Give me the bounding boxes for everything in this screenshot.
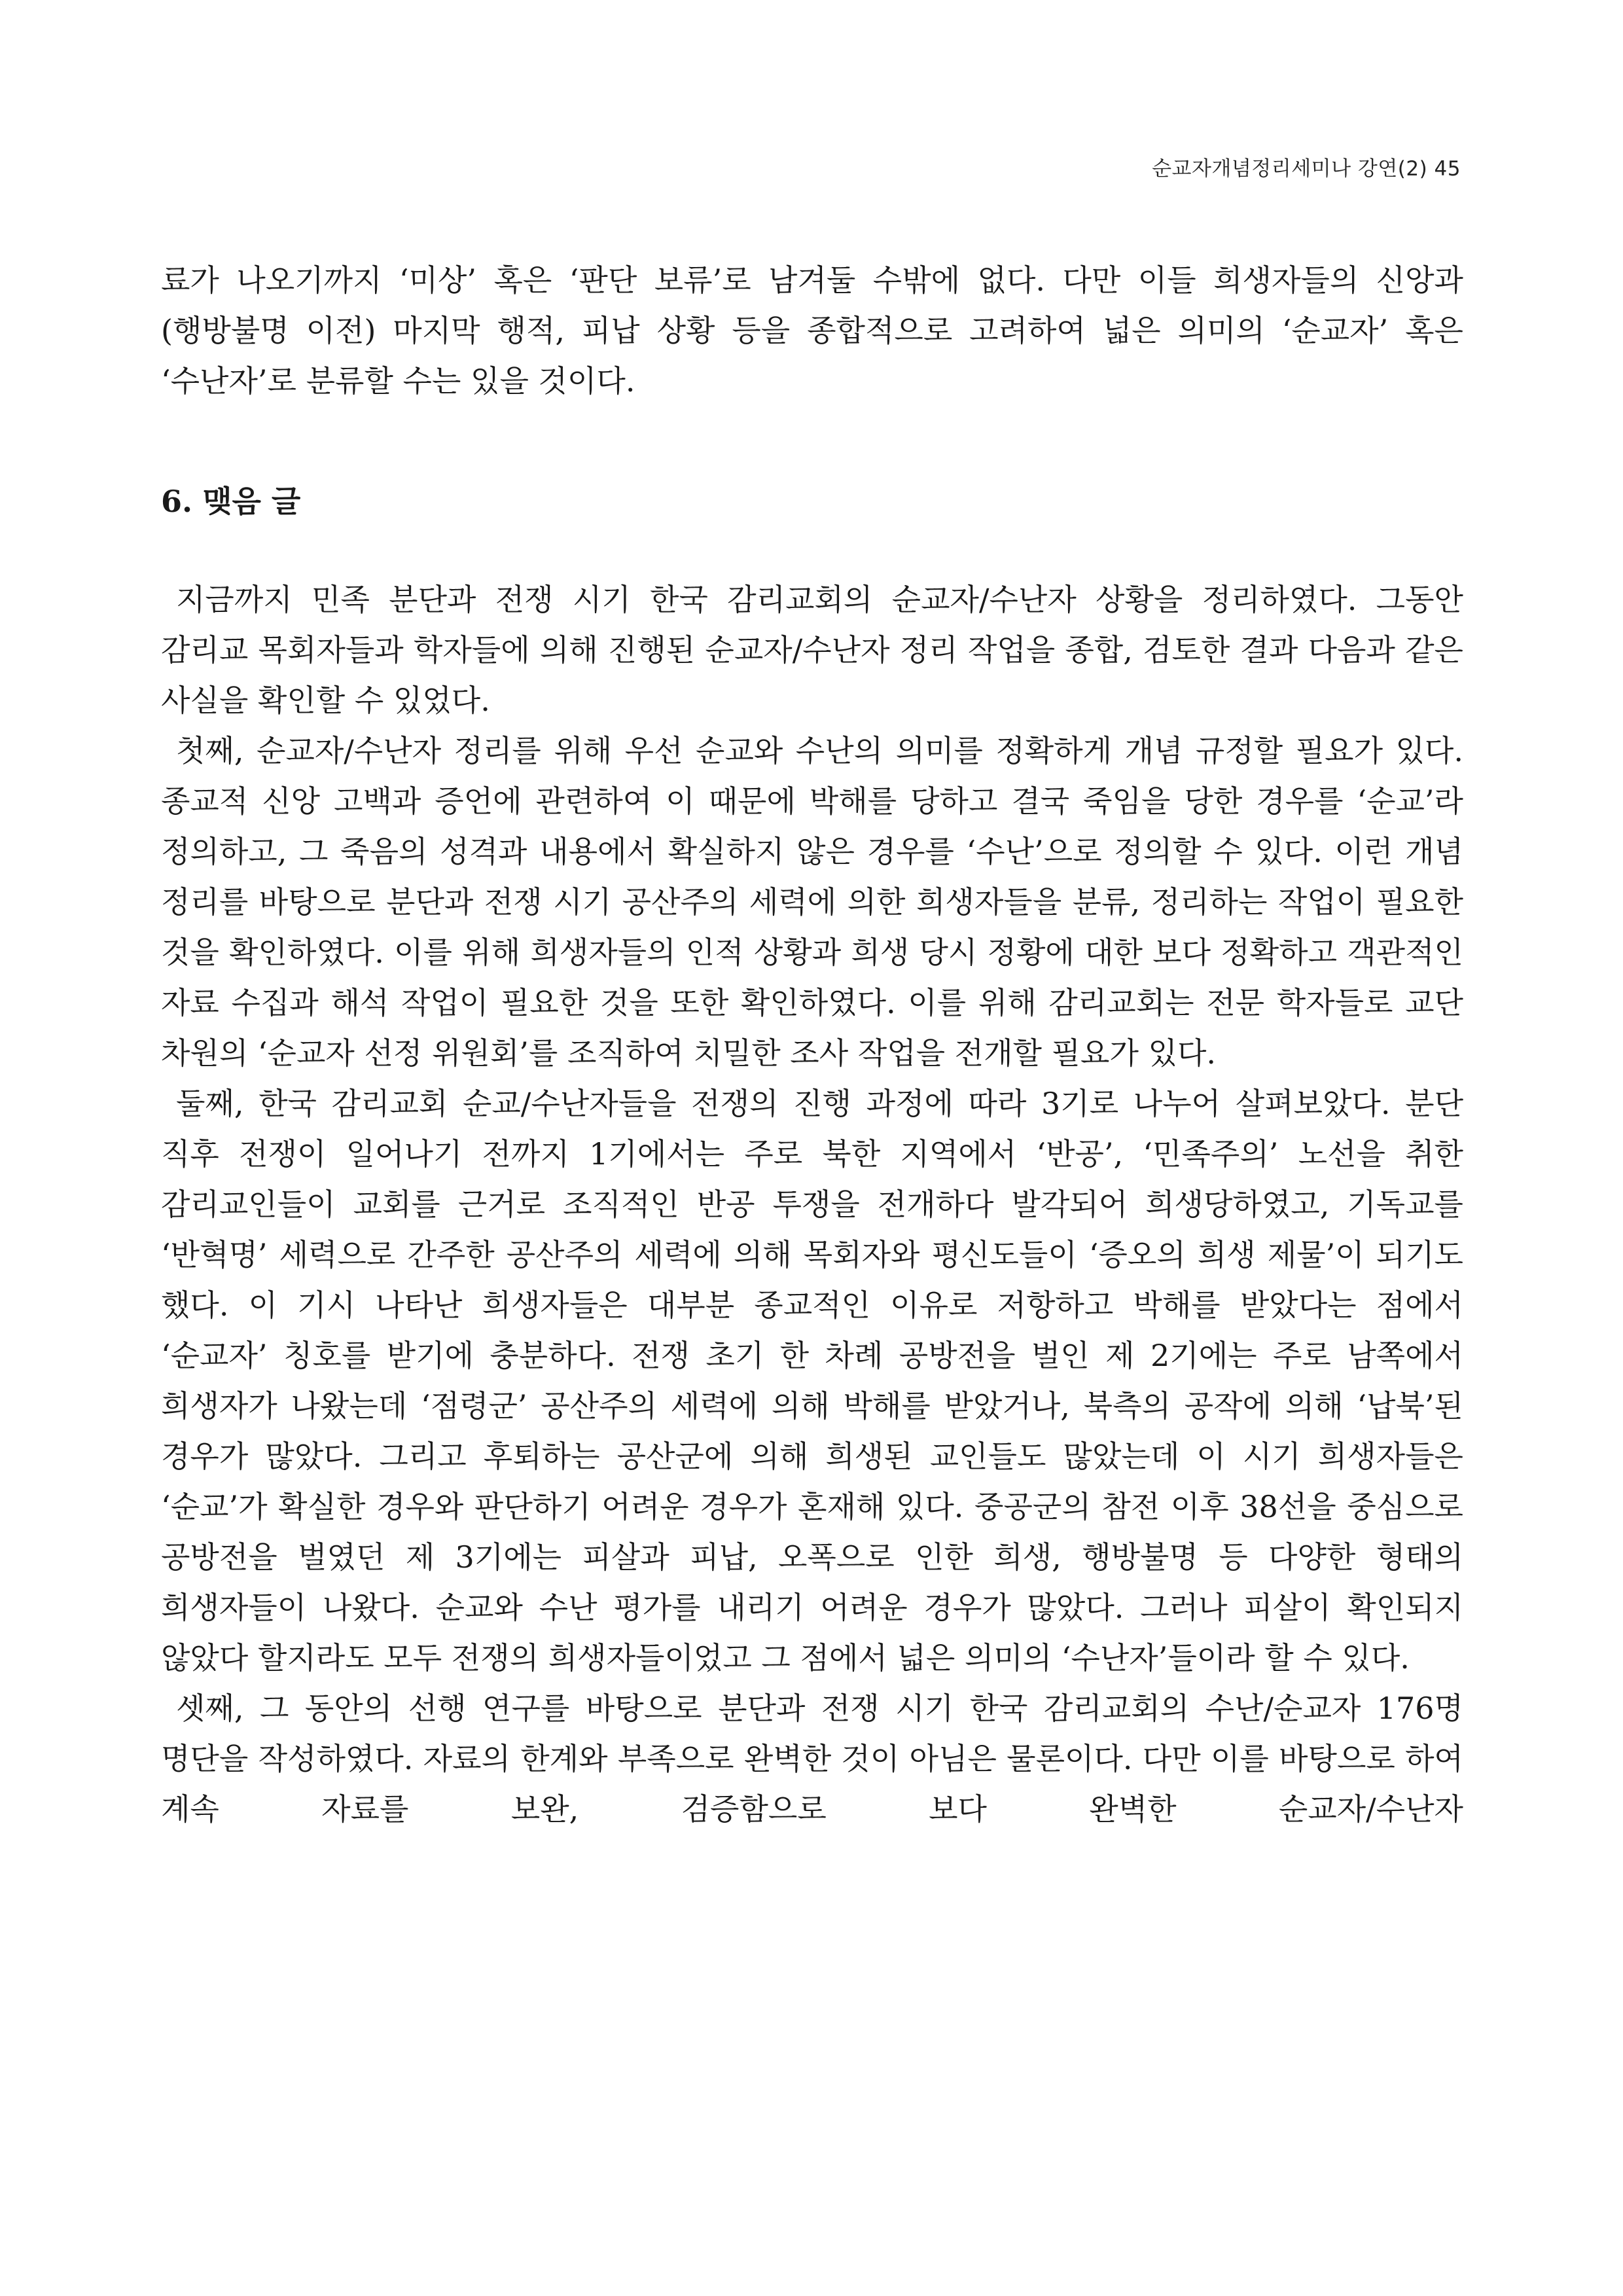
paragraph-third-point: 셋째, 그 동안의 선행 연구를 바탕으로 분단과 전쟁 시기 한국 감리교회의 수난/순교자 176명 명단을 작성하였다. 자료의 한계와 부족으로 완벽한 것이 아님은 물론이다. 다만 이를 바탕으로 하여 계속 자료를 보완, 검증함으로 보다 완벽한 순교자/수난자 (161, 1691, 1463, 1827)
continuation-block (161, 255, 1463, 406)
paragraph-continuation: 료가 나오기까지 ‘미상’ 혹은 ‘판단 보류’로 남겨둘 수밖에 없다. 다만 이들 희생자들의 신앙과 (행방불명 이전) 마지막 행적, 피납 상황 등을 종합적으로 고려하여 넓은 의미의 ‘순교자’ 혹은 ‘수난자’로 분류할 수는 있을 것이다. (161, 262, 1463, 399)
paragraph-second-point: 둘째, 한국 감리교회 순교/수난자들을 전쟁의 진행 과정에 따라 3기로 나누어 살펴보았다. 분단 직후 전쟁이 일어나기 전까지 1기에서는 주로 북한 지역에서 ‘반공’, ‘민족주의’ 노선을 취한 감리교인들이 교회를 근거로 조직적인 반공 투쟁을 전개하다 발각되어 희생당하였고, 기독교를 ‘반혁명’ 세력으로 간주한 공산주의 세력에 의해 목회자와 평신도들이 ‘증오의 희생 제물’이 되기도 했다. 이 기시 나타난 희생자들은 대부분 종교적인 이유로 저항하고 박해를 받았다는 점에서 ‘순교자’ 칭호를 받기에 충분하다. 전쟁 초기 한 차례 공방전을 벌인 제 2기에는 주로 남쪽에서 희생자가 나왔는데 ‘점령군’ 공산주의 세력에 의해 박해를 받았거나, 북측의 공작에 의해 ‘납북’된 경우가 많았다. 그리고 후퇴하는 공산군에 의해 희생된 교인들도 많았는데 이 시기 희생자들은 ‘순교’가 확실한 경우와 판단하기 어려운 경우가 혼재해 있다. 중공군의 참전 이후 38선을 중심으로 공방전을 벌였던 제 3기에는 피살과 피납, 오폭으로 인한 희생, 행방불명 등 다양한 형태의 희생자들이 나왔다. 순교와 수난 평가를 내리기 어려운 경우가 많았다. 그러나 피살이 확인되지 않았다 할지라도 모두 전쟁의 희생자들이었고 그 점에서 넓은 의미의 ‘수난자’들이라 할 수 있다. (161, 1086, 1463, 1676)
section-body (161, 575, 1463, 1835)
paragraph-intro: 지금까지 민족 분단과 전쟁 시기 한국 감리교회의 순교자/수난자 상황을 정리하였다. 그동안 감리교 목회자들과 학자들에 의해 진행된 순교자/수난자 정리 작업을 종합, 검토한 결과 다음과 같은 사실을 확인할 수 있었다. (161, 582, 1463, 718)
paragraph-first-point: 첫째, 순교자/수난자 정리를 위해 우선 순교와 수난의 의미를 정확하게 개념 규정할 필요가 있다. 종교적 신앙 고백과 증언에 관련하여 이 때문에 박해를 당하고 결국 죽임을 당한 경우를 ‘순교’라 정의하고, 그 죽음의 성격과 내용에서 확실하지 않은 경우를 ‘수난’으로 정의할 수 있다. 이런 개념 정리를 바탕으로 분단과 전쟁 시기 공산주의 세력에 의한 희생자들을 분류, 정리하는 작업이 필요한 것을 확인하였다. 이를 위해 희생자들의 인적 상황과 희생 당시 정황에 대한 보다 정확하고 객관적인 자료 수집과 해석 작업이 필요한 것을 또한 확인하였다. 이를 위해 감리교회는 전문 학자들로 교단 차원의 ‘순교자 선정 위원회’를 조직하여 치밀한 조사 작업을 전개할 필요가 있다. (161, 733, 1463, 1071)
running-header: 순교자개념정리세미나 강연(2) 45 (1152, 157, 1461, 181)
section-heading: 6. 맺음 글 (161, 484, 301, 519)
